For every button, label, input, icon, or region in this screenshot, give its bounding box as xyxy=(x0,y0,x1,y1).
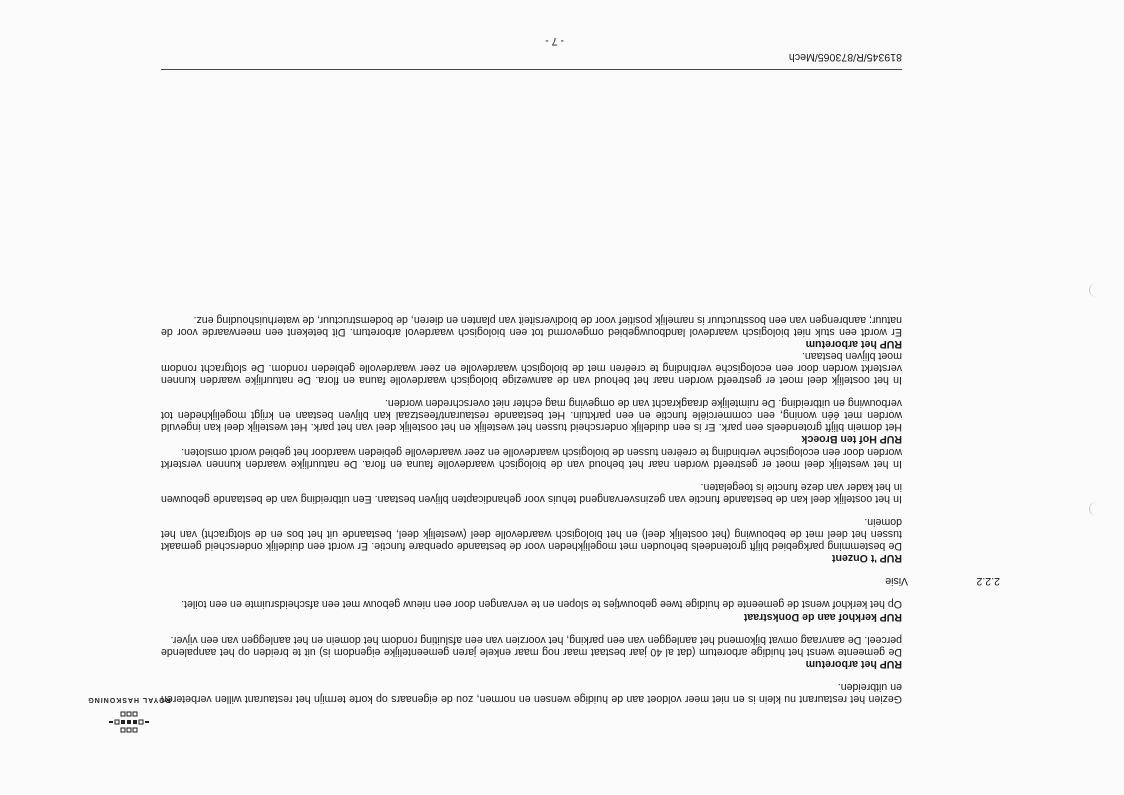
section-arboretum-intro xyxy=(161,634,902,670)
section-paragraph: In het oostelijk deel kan de bestaande functie van gezinsvervangend tehuis voor gehandicapten blijven bestaan. Een uitbreiding van de bestaande gebouwen in het kader van deze functie is toegelaten. xyxy=(161,480,902,505)
logo-text: ROYAL HASKONING xyxy=(87,696,171,703)
footer-divider xyxy=(161,69,902,70)
royal-haskoning-logo-icon xyxy=(109,707,149,733)
section-paragraph: In het oostelijk deel moet er gestreefd worden naar het behoud van de aanwezige biologisch waardevolle fauna en flora. De natuurlijke waarden kunnen versterkt worden door een ecologische verbinding te creëren met de biologisch waardevolle en zeer waardevolle gebieden rondom. De slotgracht rondom moet blijven bestaan. xyxy=(161,349,902,387)
document-reference: 819345/R/873065/Mech xyxy=(788,51,902,63)
section-heading: RUP het arboretum xyxy=(805,337,902,350)
punch-hole-mark xyxy=(1089,502,1104,516)
chapter-heading xyxy=(161,575,1000,587)
section-paragraph: De bestemming parkgebied blijft grotendeels behouden met mogelijkheden voor de bestaande openbare functie. Er wordt een duidelijk onderscheid gemaakt tussen het deel met de bebouwing (het oostelijk deel) en het biologisch waardevolle deel (westelijk deel, bestaande uit het bos en de slotgracht) van het domein. xyxy=(161,515,902,553)
chapter-title: Visie xyxy=(885,575,908,588)
punch-hole-mark xyxy=(1089,283,1104,297)
section-paragraph: Er wordt een stuk niet biologisch waardevol landbouwgebied omgevormd tot een biologisch waardevol arboretum. Dit betekent een meerwaarde voor de natuur; aanbrengen van een bosstructuur is namelijk positief voor de biodiversiteit van planten en dieren, de bodemstructuur, de waterhuishouding enz. xyxy=(161,313,902,338)
intro-paragraph: Gezien het restaurant nu klein is en niet meer voldoet aan de huidige wensen en normen, zou de eigenaars op korte termijn het restaurant willen verbeteren en uitbreiden. xyxy=(161,680,902,705)
section-heading: RUP 't Onzent xyxy=(831,552,902,565)
section-kerkhof xyxy=(161,598,902,622)
document-body xyxy=(161,313,1000,705)
section-hof-ten-broeck xyxy=(161,350,902,446)
section-arboretum-vision xyxy=(161,314,902,350)
page-number: - 7 - xyxy=(545,35,564,47)
section-paragraph: Op het kerkhof wenst de gemeente de huidige twee gebouwtjes te slopen en te vervangen door een nieuw gebouw met een afscheidsruimte en een toilet. xyxy=(181,598,902,611)
section-onzent xyxy=(161,446,902,565)
chapter-number: 2.2.2 xyxy=(976,575,1000,588)
section-heading: RUP Hof ten Broeck xyxy=(801,433,902,446)
section-paragraph: In het westelijk deel moet er gestreefd worden naar het behoud van de biologisch waardevolle fauna en flora. De natuurlijke waarden kunnen versterkt worden door een ecologische verbinding te creëren tussen de biologisch waardevolle en zeer waardevolle gebieden waardoor het gebied wordt omsloten. xyxy=(161,445,902,470)
section-paragraph: Het domein blijft grotendeels een park. Er is een duidelijk onderscheid tussen het westelijk en het oostelijk deel van het park. Het westelijk deel kan ingevuld worden met één woning, een commerciële functie en een parktuin. Het bestaande restaurant/feestzaal kan blijven bestaan en krijgt mogelijkheden tot verbouwing en uitbreiding. De ruimtelijke draagkracht van de omgeving mag echter niet overschreden worden. xyxy=(161,397,902,434)
section-heading: RUP kerkhof aan de Donkstraat xyxy=(743,610,902,623)
section-heading: RUP het arboretum xyxy=(805,657,902,670)
section-paragraph: De gemeente wenst het huidige arboretum (dat al 40 jaar bestaat maar nog maar enkele jaren gemeentelijke eigendom is) uit te breiden op het aanpalende perceel. De aanvraag omvat bijkomend het aanleggen van een parking, het voorzien van een afsluiting rondom het domein en het aanleggen van een vijver. xyxy=(161,633,902,658)
